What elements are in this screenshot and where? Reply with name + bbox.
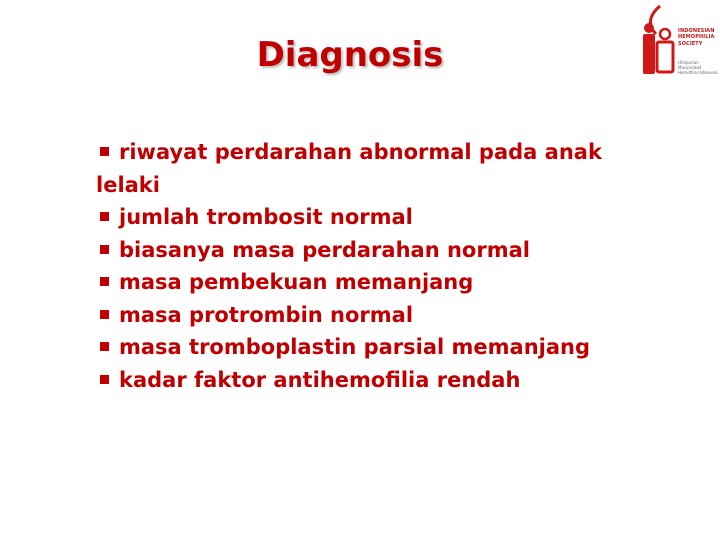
bullet-item <box>96 136 616 201</box>
slide-title: Diagnosis <box>256 35 444 75</box>
bullet-text: jumlah trombosit normal <box>119 205 413 229</box>
square-bullet-icon <box>100 245 109 254</box>
bullet-item <box>96 299 616 332</box>
square-bullet-icon <box>100 310 109 319</box>
logo-line2: HEMOPHILIA <box>678 34 715 41</box>
bullet-text: masa pembekuan memanjang <box>119 270 474 294</box>
bullet-item <box>96 234 616 267</box>
square-bullet-icon <box>100 277 109 286</box>
bullet-text: riwayat perdarahan abnormal pada anak lelaki <box>96 140 602 197</box>
bullet-item <box>96 201 616 234</box>
square-bullet-icon <box>100 342 109 351</box>
square-bullet-icon <box>100 375 109 384</box>
bullet-text: masa protrombin normal <box>119 302 414 327</box>
logo-line1: INDONESIAN <box>678 28 715 34</box>
organization-logo <box>638 4 718 84</box>
bullet-text: masa tromboplastin parsial memanjang <box>119 335 591 359</box>
square-bullet-icon <box>100 212 109 221</box>
logo-subtitle: Himpunan Masyarakat Hemofilia Indonesia <box>678 60 718 75</box>
bullet-item <box>96 331 616 364</box>
logo-line3: SOCIETY <box>678 40 703 47</box>
bullet-text: biasanya masa perdarahan normal <box>119 237 530 262</box>
bullet-item <box>96 266 616 299</box>
bullet-text: kadar faktor antihemofilia rendah <box>119 367 521 392</box>
bullet-item <box>96 364 616 397</box>
hemophilia-society-logo-icon <box>638 4 678 84</box>
diagnosis-bullet-list <box>96 136 616 396</box>
square-bullet-icon <box>100 147 109 156</box>
